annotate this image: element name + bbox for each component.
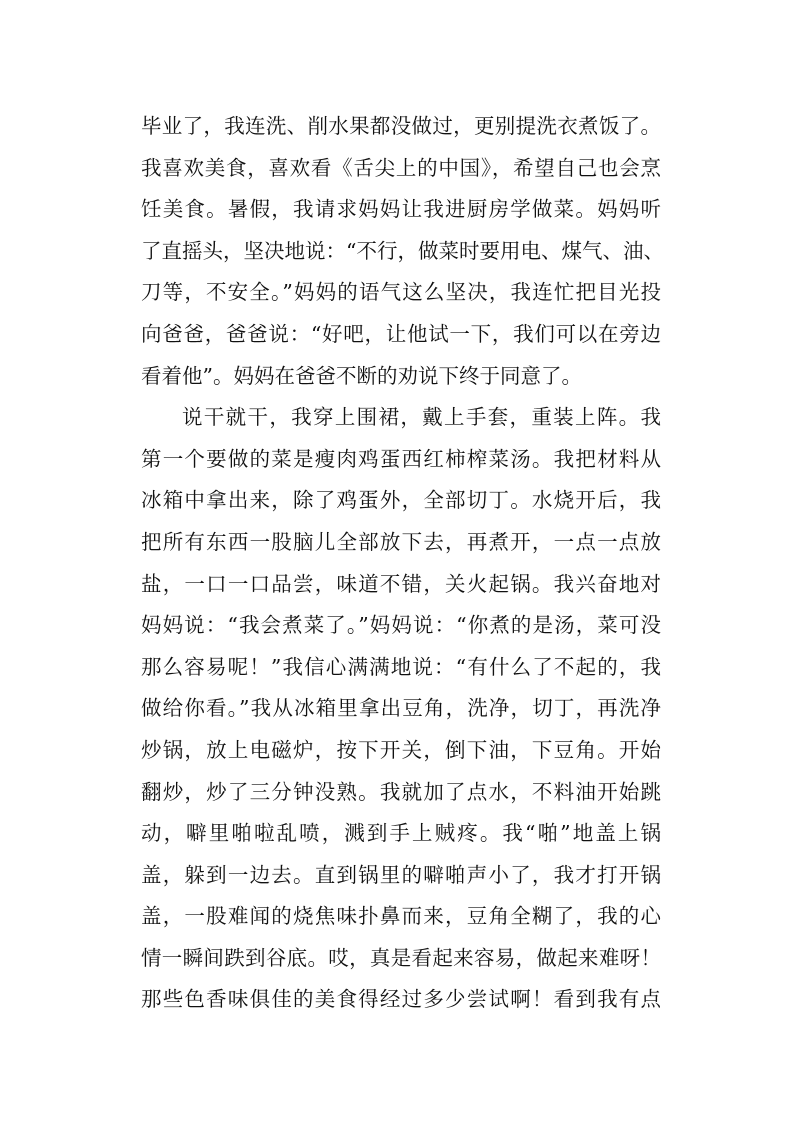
text-line: 第一个要做的菜是瘦肉鸡蛋西红柿榨菜汤。我把材料从 <box>141 446 661 471</box>
text-line: 看着他”。妈妈在爸爸不断的劝说下终于同意了。 <box>141 363 582 388</box>
text-line: 盖，躲到一边去。直到锅里的噼啪声小了，我才打开锅 <box>141 862 661 887</box>
body-text <box>141 106 664 1021</box>
text-line: 妈妈说：“我会煮菜了。”妈妈说：“你煮的是汤，菜可没 <box>141 613 661 638</box>
text-line: 那么容易呢！”我信心满满地说：“有什么了不起的，我 <box>141 654 661 679</box>
paragraph-2 <box>141 397 661 1021</box>
text-line: 翻炒，炒了三分钟没熟。我就加了点水，不料油开始跳 <box>141 779 661 804</box>
text-line: 向爸爸，爸爸说：“好吧，让他试一下，我们可以在旁边 <box>141 321 661 346</box>
text-line: 说干就干，我穿上围裙，戴上手套，重装上阵。我 <box>182 405 661 430</box>
text-line: 做给你看。”我从冰箱里拿出豆角，洗净，切丁，再洗净 <box>141 696 661 721</box>
text-line: 冰箱中拿出来，除了鸡蛋外，全部切丁。水烧开后，我 <box>141 488 661 513</box>
text-line: 盐，一口一口品尝，味道不错，关火起锅。我兴奋地对 <box>141 571 661 596</box>
text-line: 把所有东西一股脑儿全部放下去，再煮开，一点一点放 <box>141 529 661 554</box>
text-line: 饪美食。暑假，我请求妈妈让我进厨房学做菜。妈妈听 <box>141 197 661 222</box>
text-line: 动，噼里啪啦乱喷，溅到手上贼疼。我“啪”地盖上锅 <box>141 821 661 846</box>
text-line: 了直摇头，坚决地说：“不行，做菜时要用电、煤气、油、 <box>141 238 664 263</box>
text-line: 毕业了，我连洗、削水果都没做过，更别提洗衣煮饭了。 <box>141 114 661 138</box>
text-line: 那些色香味俱佳的美食得经过多少尝试啊！看到我有点 <box>141 987 661 1012</box>
text-line: 盖，一股难闻的烧焦味扑鼻而来，豆角全糊了，我的心 <box>141 904 661 929</box>
text-line: 我喜欢美食，喜欢看《舌尖上的中国》，希望自己也会烹 <box>141 155 661 180</box>
text-line: 炒锅，放上电磁炉，按下开关，倒下油，下豆角。开始 <box>141 737 661 762</box>
text-line: 情一瞬间跌到谷底。哎，真是看起来容易，做起来难呀！ <box>141 945 661 970</box>
text-line: 刀等，不安全。”妈妈的语气这么坚决，我连忙把目光投 <box>141 280 661 305</box>
paragraph-1 <box>141 106 664 397</box>
